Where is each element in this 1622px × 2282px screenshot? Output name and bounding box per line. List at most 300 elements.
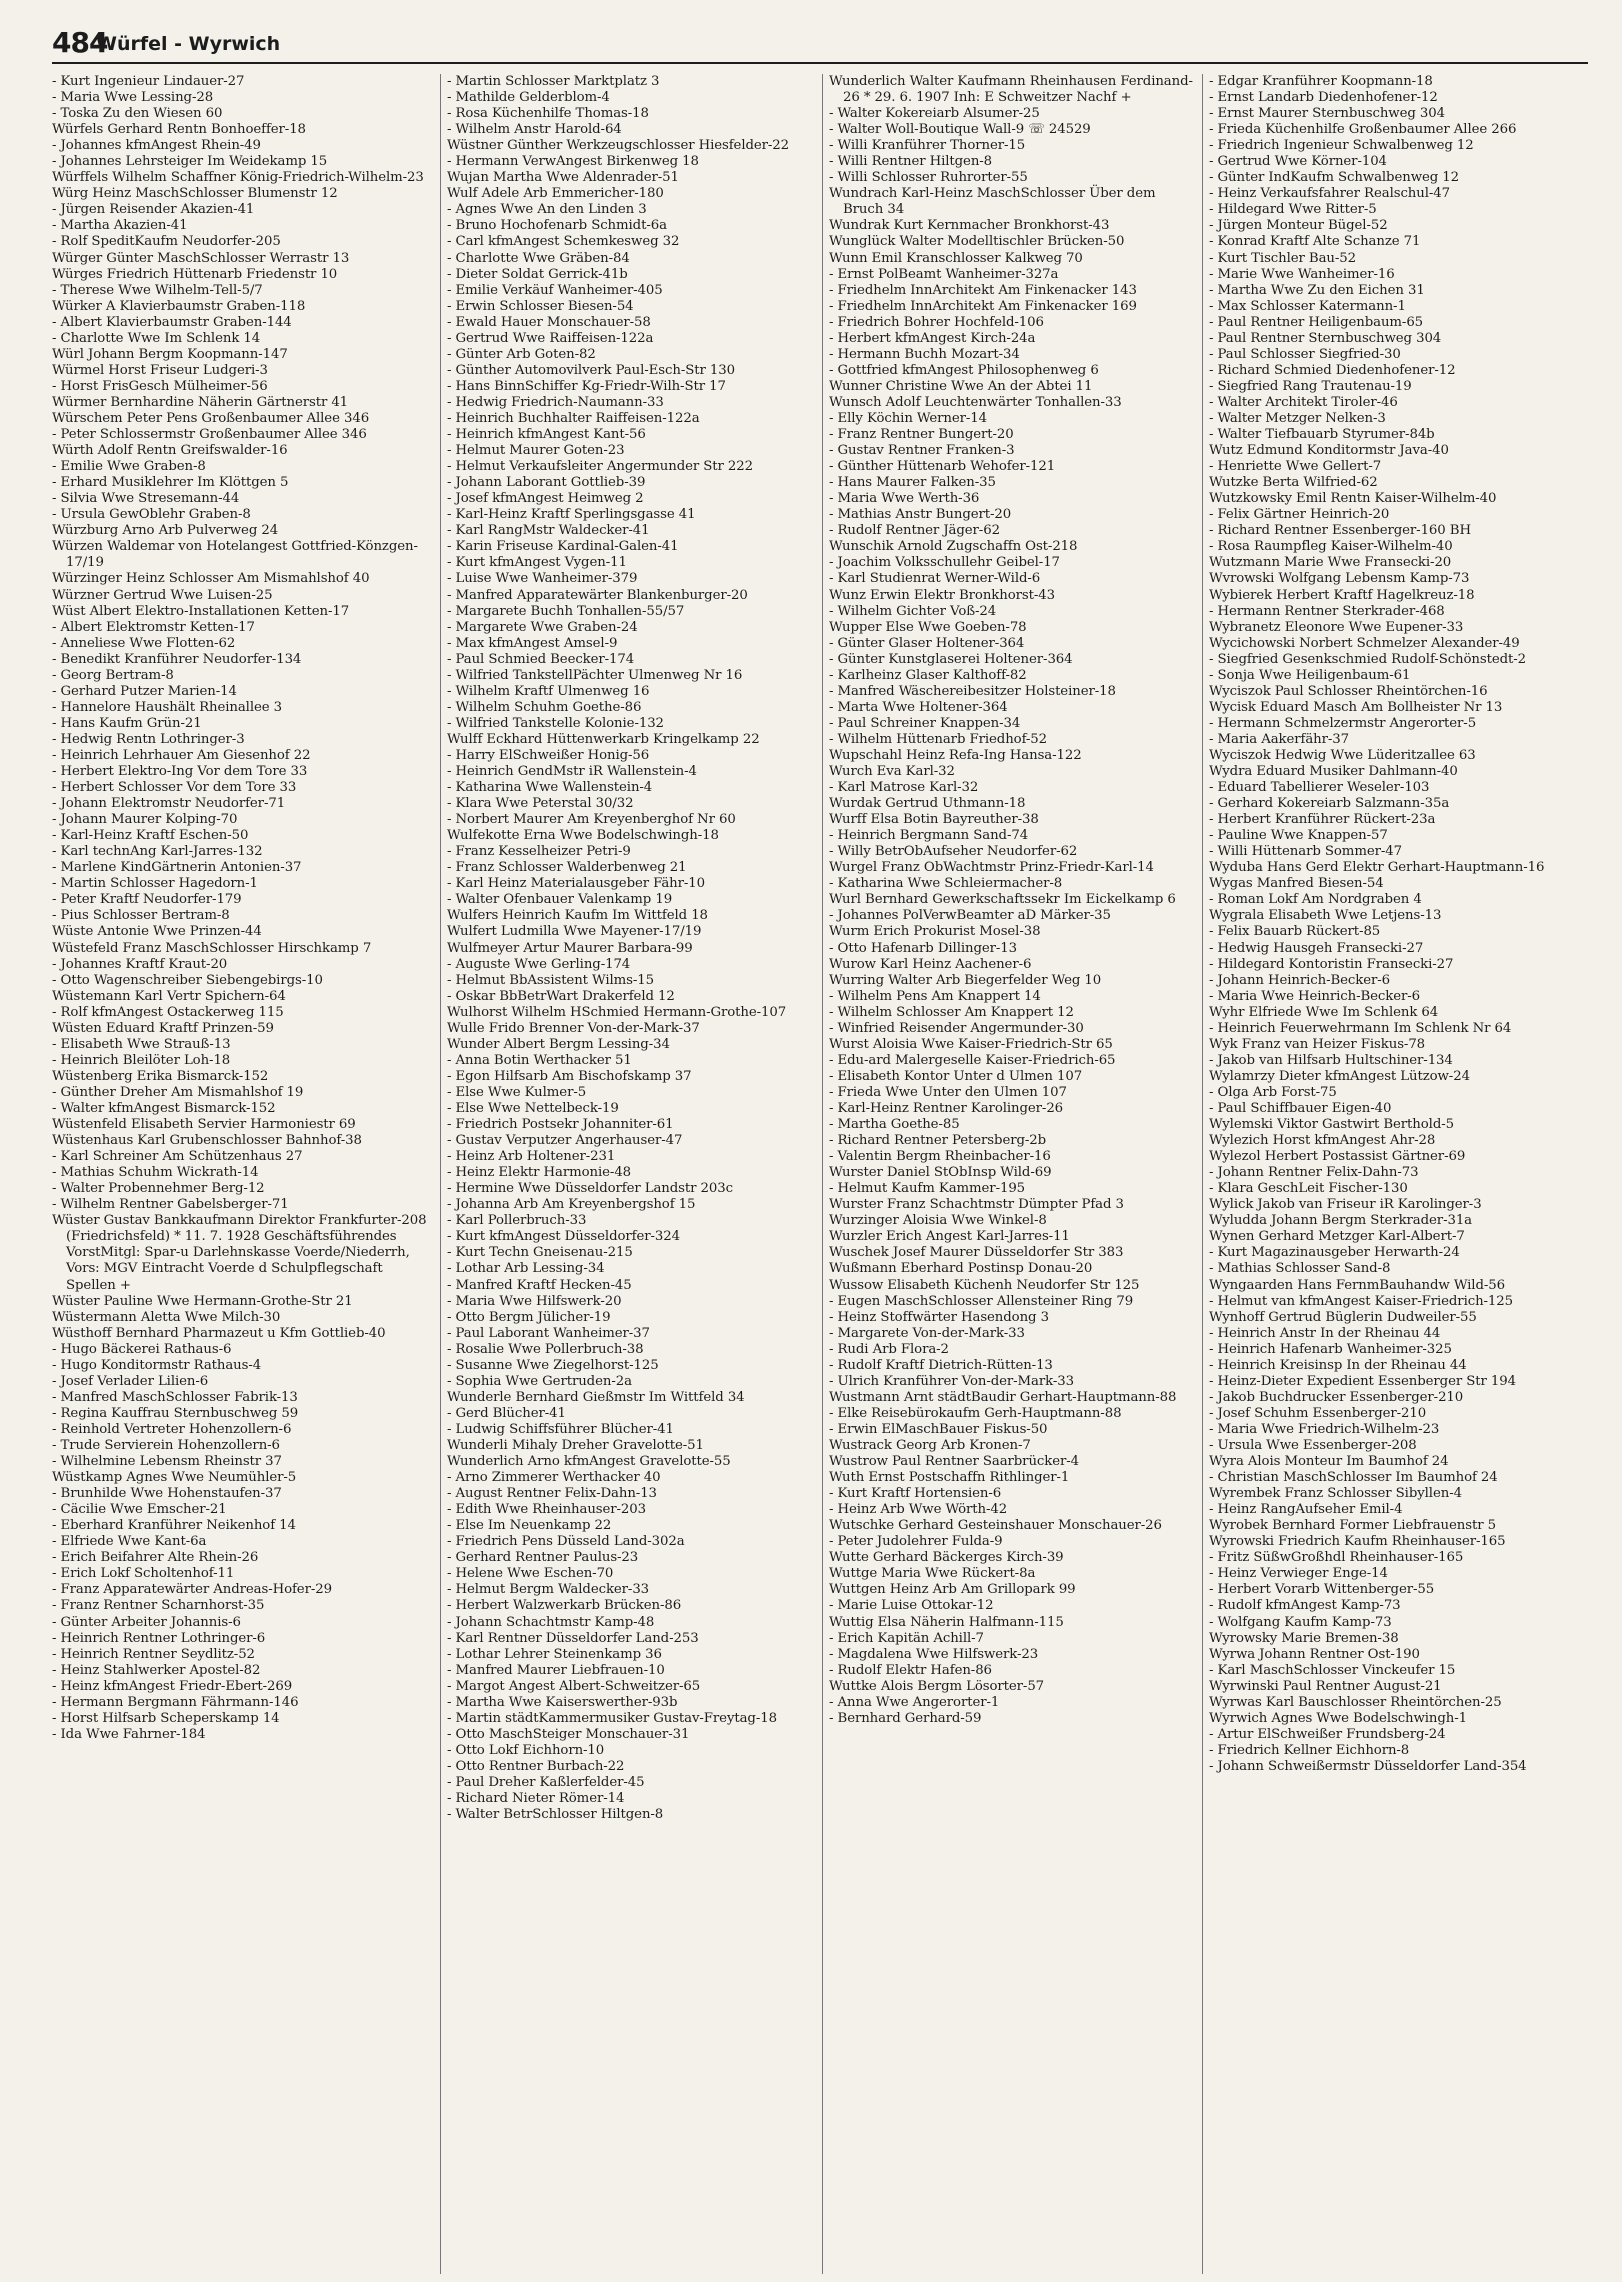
directory-entry: - Walter BetrSchlosser Hiltgen-8 — [447, 1807, 664, 1823]
directory-entry: - Karl-Heinz Rentner Karolinger-26 — [829, 1101, 1064, 1116]
directory-entry: - Johann Laborant Gottlieb-39 — [447, 475, 646, 491]
directory-entry: Wupschahl Heinz Refa-Ing Hansa-122 — [829, 747, 1082, 763]
directory-entry: - Max Schlosser Katermann-1 — [1209, 298, 1406, 314]
directory-entry: Wylezol Herbert Postassist Gärtner-69 — [1209, 1149, 1466, 1165]
directory-entry: - Johannes Kraftf Kraut-20 — [52, 956, 228, 972]
directory-entry: - Hugo Bäckerei Rathaus-6 — [52, 1341, 232, 1357]
directory-entry: Wurring Walter Arb Biegerfelder Weg 10 — [829, 972, 1102, 988]
directory-entry: Wustmann Arnt städtBaudir Gerhart-Hauptmann-88 — [829, 1389, 1177, 1405]
directory-entry: Würker A Klavierbaumstr Graben-118 — [52, 298, 306, 314]
directory-entry: - Maria Wwe Werth-36 — [829, 491, 980, 507]
directory-entry: - Helmut Kaufm Kammer-195 — [829, 1181, 1026, 1197]
directory-entry: - Jürgen Monteur Bügel-52 — [1209, 218, 1388, 234]
directory-entry: Würmer Bernhardine Näherin Gärtnerstr 41 — [52, 394, 349, 410]
directory-entry: - Rosalie Wwe Pollerbruch-38 — [447, 1341, 644, 1357]
directory-entry: - Brunhilde Wwe Hohenstaufen-37 — [52, 1486, 282, 1502]
directory-entry: - Heinrich Anstr In der Rheinau 44 — [1209, 1325, 1441, 1341]
directory-entry: Wurch Eva Karl-32 — [829, 764, 955, 780]
directory-entry: Wulfert Ludmilla Wwe Mayener-17/19 — [447, 924, 702, 940]
directory-entry: - Peter Schlossermstr Großenbaumer Allee 346 — [52, 427, 367, 443]
directory-entry: - Herbert Vorarb Wittenberger-55 — [1209, 1582, 1435, 1598]
directory-entry: - Mathias Schuhm Wickrath-14 — [52, 1165, 259, 1181]
directory-entry: - Günter IndKaufm Schwalbenweg 12 — [1209, 170, 1460, 186]
directory-entry: - Elisabeth Wwe Strauß-13 — [52, 1036, 231, 1052]
directory-entry: - Hermann VerwAngest Birkenweg 18 — [447, 154, 699, 170]
directory-entry: - Gottfried kfmAngest Philosophenweg 6 — [829, 362, 1099, 378]
directory-entry: Wüster Pauline Wwe Hermann-Grothe-Str 21 — [52, 1293, 353, 1309]
directory-entry: - Gerhard Putzer Marien-14 — [52, 683, 237, 699]
directory-entry: Wunder Albert Bergm Lessing-34 — [447, 1036, 670, 1052]
directory-entry: - Walter Architekt Tiroler-46 — [1209, 394, 1398, 410]
directory-entry: - Helmut Verkaufsleiter Angermunder Str 222 — [447, 459, 753, 475]
directory-entry: Wyrembek Franz Schlosser Sibyllen-4 — [1209, 1486, 1462, 1502]
directory-entry: Wuth Ernst Postschaffn Rithlinger-1 — [829, 1470, 1070, 1486]
directory-entry: - Ursula GewOblehr Graben-8 — [52, 507, 251, 523]
directory-entry: Wuttge Maria Wwe Rückert-8a — [829, 1566, 1036, 1582]
directory-entry: - Kurt Magazinausgeber Herwarth-24 — [1209, 1245, 1460, 1261]
directory-entry: Wurzinger Aloisia Wwe Winkel-8 — [829, 1213, 1047, 1229]
directory-entry: - Heinrich GendMstr iR Wallenstein-4 — [447, 764, 697, 780]
directory-entry: - Wilhelm Anstr Harold-64 — [447, 122, 622, 138]
directory-entry: Wulle Frido Brenner Von-der-Mark-37 — [447, 1020, 700, 1036]
directory-entry: - Heinz-Dieter Expedient Essenberger Str 194 — [1209, 1373, 1516, 1389]
directory-entry: - Edgar Kranführer Koopmann-18 — [1209, 74, 1433, 89]
directory-entry: - Heinz Stoffwärter Hasendong 3 — [829, 1309, 1049, 1325]
directory-entry: - Johannes PolVerwBeamter aD Märker-35 — [829, 908, 1111, 924]
directory-entry: - Marta Wwe Holtener-364 — [829, 699, 1008, 715]
directory-entry: Wulff Eckhard Hüttenwerkarb Kringelkamp 22 — [447, 731, 760, 747]
directory-entry: - Josef Schuhm Essenberger-210 — [1209, 1405, 1427, 1421]
directory-entry: Wylemski Viktor Gastwirt Berthold-5 — [1209, 1117, 1454, 1133]
directory-entry: - Johann Schachtmstr Kamp-48 — [447, 1614, 655, 1630]
directory-entry: - Hermann Schmelzermstr Angerorter-5 — [1209, 715, 1477, 731]
directory-entry: - Karl-Heinz Kraftf Eschen-50 — [52, 828, 249, 844]
directory-entry: - Emilie Wwe Graben-8 — [52, 459, 206, 475]
directory-entry: Würfels Gerhard Rentn Bonhoeffer-18 — [52, 122, 306, 138]
directory-entry: - Harry ElSchweißer Honig-56 — [447, 747, 650, 763]
directory-entry: - Marlene KindGärtnerin Antonien-37 — [52, 860, 302, 876]
directory-entry: - Mathilde Gelderblom-4 — [447, 90, 610, 106]
directory-entry: - Ida Wwe Fahrner-184 — [52, 1726, 206, 1742]
directory-entry: - Else Wwe Kulmer-5 — [447, 1084, 587, 1100]
directory-entry: - Hermann Bergmann Fährmann-146 — [52, 1694, 299, 1710]
directory-entry: - Carl kfmAngest Schemkesweg 32 — [447, 234, 680, 250]
directory-entry: Wurster Franz Schachtmstr Dümpter Pfad 3 — [829, 1197, 1124, 1213]
directory-entry: - Friedhelm InnArchitekt Am Finkenacker 169 — [829, 298, 1137, 314]
directory-entry: - Maria Aakerfähr-37 — [1209, 731, 1350, 747]
directory-entry: - Heinrich Feuerwehrmann Im Schlenk Nr 64 — [1209, 1020, 1512, 1036]
directory-entry: - Egon Hilfsarb Am Bischofskamp 37 — [447, 1068, 692, 1084]
directory-entry: Wutzkowsky Emil Rentn Kaiser-Wilhelm-40 — [1209, 491, 1497, 507]
directory-entry: Würzburg Arno Arb Pulverweg 24 — [52, 523, 279, 539]
directory-entry: - Martin städtKammermusiker Gustav-Freytag-18 — [447, 1710, 777, 1726]
directory-entry: - Helmut van kfmAngest Kaiser-Friedrich-125 — [1209, 1293, 1514, 1309]
directory-entry: - Wilfried Tankstelle Kolonie-132 — [447, 715, 664, 731]
directory-entry: - Heinrich Buchhalter Raiffeisen-122a — [447, 410, 700, 426]
directory-entry: Wüsthoff Bernhard Pharmazeut u Kfm Gottlieb-40 — [52, 1325, 386, 1341]
directory-entry: Wulfmeyer Artur Maurer Barbara-99 — [447, 940, 693, 956]
directory-entry: - Marie Luise Ottokar-12 — [829, 1598, 994, 1614]
directory-entry: - Walter Probennehmer Berg-12 — [52, 1181, 265, 1197]
directory-entry: - Martha Wwe Zu den Eichen 31 — [1209, 282, 1425, 298]
directory-entry: - Franz Kesselheizer Petri-9 — [447, 844, 631, 860]
directory-entry: - Johanna Arb Am Kreyenbergshof 15 — [447, 1197, 696, 1213]
directory-entry: Wurow Karl Heinz Aachener-6 — [829, 956, 1032, 972]
directory-entry: Wulhorst Wilhelm HSchmied Hermann-Grothe-107 — [447, 1004, 787, 1020]
directory-entry: Wurgel Franz ObWachtmstr Prinz-Friedr-Karl-14 — [829, 860, 1154, 876]
directory-entry: - Gerhard Kokereiarb Salzmann-35a — [1209, 796, 1450, 812]
directory-entry: - Siegfried Gesenkschmied Rudolf-Schönstedt-2 — [1209, 651, 1527, 667]
directory-entry: Wyrwas Karl Bauschlosser Rheintörchen-25 — [1209, 1694, 1502, 1710]
directory-entry: Wüstner Günther Werkzeugschlosser Hiesfelder-22 — [447, 138, 790, 154]
directory-entry: - Otto Wagenschreiber Siebengebirgs-10 — [52, 972, 323, 988]
directory-entry: Wüster Gustav Bankkaufmann Direktor Frankfurter-208 (Friedrichsfeld) * 11. 7. 1928 Geschäftsführendes VorstMitgl: Spar-u Darlehnskasse Voerde/Niederrh, Vors: MGV Eintracht Voerde d Schulpflegschaft Spellen + — [52, 1213, 427, 1293]
directory-entry: - Marie Wwe Wanheimer-16 — [1209, 266, 1395, 282]
directory-entry: - Sophia Wwe Gertruden-2a — [447, 1373, 632, 1389]
directory-entry: - Karl Rentner Düsseldorfer Land-253 — [447, 1630, 699, 1646]
directory-entry: - Friedhelm InnArchitekt Am Finkenacker 143 — [829, 282, 1137, 298]
directory-entry: - Rudolf Elektr Hafen-86 — [829, 1662, 992, 1678]
directory-entry: - Katharina Wwe Wallenstein-4 — [447, 780, 653, 796]
directory-entry: - Albert Klavierbaumstr Graben-144 — [52, 314, 292, 330]
directory-entry: - Maria Wwe Heinrich-Becker-6 — [1209, 988, 1420, 1004]
directory-entry: - Heinz Stahlwerker Apostel-82 — [52, 1662, 261, 1678]
directory-entry: - Heinrich Bleilöter Loh-18 — [52, 1052, 231, 1068]
directory-entry: - Karl Pollerbruch-33 — [447, 1213, 587, 1229]
directory-entry: - Margarete Von-der-Mark-33 — [829, 1325, 1025, 1341]
directory-entry: - Paul Schmied Beecker-174 — [447, 651, 635, 667]
directory-entry: - Richard Rentner Essenberger-160 BH — [1209, 523, 1471, 539]
directory-entry: - Olga Arb Forst-75 — [1209, 1084, 1337, 1100]
directory-entry: - Paul Dreher Kaßlerfelder-45 — [447, 1774, 645, 1790]
directory-entry: Wygrala Elisabeth Wwe Letjens-13 — [1209, 908, 1442, 924]
directory-entry: - Klara Wwe Peterstal 30/32 — [447, 796, 634, 812]
directory-entry: - Margot Angest Albert-Schweitzer-65 — [447, 1678, 701, 1694]
directory-entry: - Agnes Wwe An den Linden 3 — [447, 202, 647, 218]
directory-entry: - Willi Schlosser Ruhrorter-55 — [829, 170, 1028, 186]
directory-entry: - Heinz Verkaufsfahrer Realschul-47 — [1209, 186, 1450, 202]
directory-entry: - Franz Apparatewärter Andreas-Hofer-29 — [52, 1582, 332, 1598]
directory-entry: Wundrach Karl-Heinz MaschSchlosser Über dem Bruch 34 — [829, 186, 1156, 218]
directory-entry: Wyludda Johann Bergm Sterkrader-31a — [1209, 1213, 1473, 1229]
directory-entry: - Walter Kokereiarb Alsumer-25 — [829, 106, 1040, 122]
directory-entry: - Gerhard Rentner Paulus-23 — [447, 1550, 639, 1566]
directory-entry: Wunderle Bernhard Gießmstr Im Wittfeld 34 — [447, 1389, 745, 1405]
directory-entry: - Ernst PolBeamt Wanheimer-327a — [829, 266, 1059, 282]
directory-entry: - Klara GeschLeit Fischer-130 — [1209, 1181, 1408, 1197]
directory-entry: Wüsten Eduard Kraftf Prinzen-59 — [52, 1020, 274, 1036]
directory-entry: - Wilhelm Hüttenarb Friedhof-52 — [829, 731, 1048, 747]
directory-entry: Wyrwa Johann Rentner Ost-190 — [1209, 1646, 1420, 1662]
directory-entry: - Ludwig Schiffsführer Blücher-41 — [447, 1421, 674, 1437]
directory-entry: - Kurt Kraftf Hortensien-6 — [829, 1486, 1002, 1502]
directory-entry: - Hermann Rentner Sterkrader-468 — [1209, 603, 1445, 619]
directory-entry: - Herbert Walzwerkarb Brücken-86 — [447, 1598, 682, 1614]
directory-entry: Wunglück Walter Modelltischler Brücken-50 — [829, 234, 1125, 250]
directory-entry: - Günter Arb Goten-82 — [447, 346, 596, 362]
directory-entry: - Anna Wwe Angerorter-1 — [829, 1694, 1000, 1710]
directory-entry: Wynen Gerhard Metzger Karl-Albert-7 — [1209, 1229, 1465, 1245]
directory-entry: Wunn Emil Kranschlosser Kalkweg 70 — [829, 250, 1083, 266]
directory-entry: - Otto Bergm Jülicher-19 — [447, 1309, 611, 1325]
directory-entry: - Toska Zu den Wiesen 60 — [52, 106, 223, 122]
directory-entry: - Johannes Lehrsteiger Im Weidekamp 15 — [52, 154, 328, 170]
directory-entry: - Josef kfmAngest Heimweg 2 — [447, 491, 644, 507]
directory-entry: - Heinz kfmAngest Friedr-Ebert-269 — [52, 1678, 293, 1694]
directory-entry: - Friedrich Pens Düsseld Land-302a — [447, 1534, 685, 1550]
directory-entry: Wustrow Paul Rentner Saarbrücker-4 — [829, 1454, 1079, 1470]
directory-entry: Wygas Manfred Biesen-54 — [1209, 876, 1384, 892]
directory-entry: Wuttke Alois Bergm Lösorter-57 — [829, 1678, 1045, 1694]
directory-entry: - Johann Maurer Kolping-70 — [52, 812, 238, 828]
directory-entry: Wurm Erich Prokurist Mosel-38 — [829, 924, 1041, 940]
directory-entry: - Karl MaschSchlosser Vinckeufer 15 — [1209, 1662, 1456, 1678]
directory-entry: Würzner Gertrud Wwe Luisen-25 — [52, 587, 273, 603]
directory-entry: - Günter Glaser Holtener-364 — [829, 635, 1025, 651]
directory-entry: - Franz Rentner Bungert-20 — [829, 427, 1014, 443]
directory-entry: - Else Im Neuenkamp 22 — [447, 1518, 612, 1534]
directory-entry: Wutzke Berta Wilfried-62 — [1209, 475, 1378, 491]
directory-entry: - Hedwig Hausgeh Fransecki-27 — [1209, 940, 1424, 956]
directory-entry: - Elfriede Wwe Kant-6a — [52, 1534, 207, 1550]
directory-entry: - Wilhelm Schlosser Am Knappert 12 — [829, 1004, 1074, 1020]
directory-entry: - Walter Metzger Nelken-3 — [1209, 410, 1386, 426]
directory-entry: - Friedrich Kellner Eichhorn-8 — [1209, 1742, 1410, 1758]
directory-entry: - Erich Lokf Scholtenhof-11 — [52, 1566, 235, 1582]
directory-entry: - Anna Botin Werthacker 51 — [447, 1052, 632, 1068]
directory-entry: Wunderli Mihaly Dreher Gravelotte-51 — [447, 1437, 704, 1453]
directory-entry: - Heinrich Kreisinsp In der Rheinau 44 — [1209, 1357, 1467, 1373]
directory-entry: - Oskar BbBetrWart Drakerfeld 12 — [447, 988, 675, 1004]
directory-entry: - Joachim Volksschullehr Geibel-17 — [829, 555, 1060, 571]
directory-entry: - Johann Rentner Felix-Dahn-73 — [1209, 1165, 1419, 1181]
directory-entry: - Karl RangMstr Waldecker-41 — [447, 523, 650, 539]
directory-entry: - Manfred Kraftf Hecken-45 — [447, 1277, 632, 1293]
directory-entry: - Heinrich Rentner Lothringer-6 — [52, 1630, 266, 1646]
directory-entry: - Gerd Blücher-41 — [447, 1405, 566, 1421]
directory-entry: - Ernst Maurer Sternbuschweg 304 — [1209, 106, 1445, 122]
directory-entry: Wvrowski Wolfgang Lebensm Kamp-73 — [1209, 571, 1470, 587]
directory-entry: - Christian MaschSchlosser Im Baumhof 24 — [1209, 1470, 1498, 1486]
directory-entry: - Hannelore Haushält Rheinallee 3 — [52, 699, 282, 715]
directory-entry: - Wilhelm Schuhm Goethe-86 — [447, 699, 642, 715]
directory-entry: Wyciszok Paul Schlosser Rheintörchen-16 — [1209, 683, 1488, 699]
directory-entry: - Manfred MaschSchlosser Fabrik-13 — [52, 1389, 298, 1405]
directory-entry: Wutz Edmund Konditormstr Java-40 — [1209, 443, 1449, 459]
directory-entry: - Margarete Wwe Graben-24 — [447, 619, 638, 635]
directory-entry: - Gustav Verputzer Angerhauser-47 — [447, 1133, 683, 1149]
directory-entry: - Wilhelm Pens Am Knappert 14 — [829, 988, 1041, 1004]
directory-entry: - Horst FrisGesch Mülheimer-56 — [52, 378, 268, 394]
directory-entry: - Willi Hüttenarb Sommer-47 — [1209, 844, 1402, 860]
directory-entry: - Heinz RangAufseher Emil-4 — [1209, 1502, 1403, 1518]
directory-entry: - Benedikt Kranführer Neudorfer-134 — [52, 651, 302, 667]
directory-entry: - Hildegard Wwe Ritter-5 — [1209, 202, 1377, 218]
directory-entry: - Maria Wwe Hilfswerk-20 — [447, 1293, 622, 1309]
directory-entry: - Helmut Bergm Waldecker-33 — [447, 1582, 650, 1598]
directory-entry: Wutschke Gerhard Gesteinshauer Monschauer-26 — [829, 1518, 1162, 1534]
directory-entry: - Erich Beifahrer Alte Rhein-26 — [52, 1550, 259, 1566]
directory-entry: - Walter kfmAngest Bismarck-152 — [52, 1101, 276, 1116]
directory-entry: - Franz Rentner Scharnhorst-35 — [52, 1598, 265, 1614]
directory-entry: - Magdalena Wwe Hilfswerk-23 — [829, 1646, 1039, 1662]
directory-entry: - Paul Laborant Wanheimer-37 — [447, 1325, 650, 1341]
directory-entry: - Erwin ElMaschBauer Fiskus-50 — [829, 1421, 1048, 1437]
directory-entry: - Heinrich Hafenarb Wanheimer-325 — [1209, 1341, 1452, 1357]
directory-entry: Wuttig Elsa Näherin Halfmann-115 — [829, 1614, 1064, 1630]
directory-entry: - Karl Matrose Karl-32 — [829, 780, 979, 796]
directory-entry: - Regina Kauffrau Sternbuschweg 59 — [52, 1405, 299, 1421]
directory-entry: - Willi Kranführer Thorner-15 — [829, 138, 1026, 154]
directory-entry: Wutzmann Marie Wwe Fransecki-20 — [1209, 555, 1452, 571]
directory-entry: Wycisk Eduard Masch Am Bollheister Nr 13 — [1209, 699, 1503, 715]
directory-entry: - Heinz Arb Wwe Wörth-42 — [829, 1502, 1008, 1518]
directory-entry: - Jakob Buchdrucker Essenberger-210 — [1209, 1389, 1464, 1405]
directory-entry: - Henriette Wwe Gellert-7 — [1209, 459, 1382, 475]
directory-entry: - Eugen MaschSchlosser Allensteiner Ring 79 — [829, 1293, 1134, 1309]
directory-entry: Wurster Daniel StObInsp Wild-69 — [829, 1165, 1052, 1181]
directory-entry: - Martha Akazien-41 — [52, 218, 188, 234]
directory-entry: Wyciszok Hedwig Wwe Lüderitzallee 63 — [1209, 747, 1476, 763]
directory-entry: - Edith Wwe Rheinhauser-203 — [447, 1502, 647, 1518]
directory-entry: - Manfred Maurer Liebfrauen-10 — [447, 1662, 665, 1678]
directory-entry: Wulf Adele Arb Emmericher-180 — [447, 186, 664, 202]
directory-entry: - Frieda Küchenhilfe Großenbaumer Allee 266 — [1209, 122, 1517, 138]
directory-entry: - Walter Woll-Boutique Wall-9 ☏ 24529 — [829, 122, 1091, 138]
directory-entry: - Otto Rentner Burbach-22 — [447, 1758, 625, 1774]
directory-entry: - Karl Heinz Materialausgeber Fähr-10 — [447, 876, 706, 892]
directory-entry: - Manfred Apparatewärter Blankenburger-20 — [447, 587, 748, 603]
page-title: Würfel - Wyrwich — [96, 33, 281, 55]
directory-entry: - Hermine Wwe Düsseldorfer Landstr 203c — [447, 1181, 733, 1197]
directory-entry: - Rolf kfmAngest Ostackerweg 115 — [52, 1004, 284, 1020]
directory-entry: Wüstkamp Agnes Wwe Neumühler-5 — [52, 1470, 297, 1486]
directory-entry: Wunderlich Walter Kaufmann Rheinhausen Ferdinand-26 * 29. 6. 1907 Inh: E Schweitzer Nachf + — [829, 74, 1193, 106]
directory-entry: - Willy BetrObAufseher Neudorfer-62 — [829, 844, 1078, 860]
directory-entry: Wyhr Elfriede Wwe Im Schlenk 64 — [1209, 1004, 1439, 1020]
directory-entry: Wycichowski Norbert Schmelzer Alexander-49 — [1209, 635, 1520, 651]
directory-entry: - Heinz Verwieger Enge-14 — [1209, 1566, 1388, 1582]
directory-entry: - Mathias Anstr Bungert-20 — [829, 507, 1012, 523]
directory-entry: Wüstemann Karl Vertr Spichern-64 — [52, 988, 286, 1004]
directory-entry: - Heinrich kfmAngest Kant-56 — [447, 427, 646, 443]
directory-entry: - Hans Maurer Falken-35 — [829, 475, 996, 491]
directory-entry: - Otto Hafenarb Dillinger-13 — [829, 940, 1018, 956]
directory-entry: Wurff Elsa Botin Bayreuther-38 — [829, 812, 1039, 828]
directory-entry: - Kurt Tischler Bau-52 — [1209, 250, 1356, 266]
directory-entry: - Rudi Arb Flora-2 — [829, 1341, 949, 1357]
column-1 — [52, 74, 428, 2274]
directory-entry: - Ernst Landarb Diedenhofener-12 — [1209, 90, 1438, 106]
directory-entry: - Rosa Küchenhilfe Thomas-18 — [447, 106, 649, 122]
directory-entry: - Günther Hüttenarb Wehofer-121 — [829, 459, 1056, 475]
directory-entry: - Emilie Verkäuf Wanheimer-405 — [447, 282, 663, 298]
directory-entry: - Rosa Raumpfleg Kaiser-Wilhelm-40 — [1209, 539, 1453, 555]
directory-entry: Wüstenfeld Elisabeth Servier Harmoniestr 69 — [52, 1117, 356, 1133]
directory-entry: Wulfekotte Erna Wwe Bodelschwingh-18 — [447, 828, 719, 844]
directory-entry: - Walter Ofenbauer Valenkamp 19 — [447, 892, 673, 908]
directory-entry: - Herbert Schlosser Vor dem Tore 33 — [52, 780, 297, 796]
directory-entry: Wupper Else Wwe Goeben-78 — [829, 619, 1027, 635]
directory-entry: - Wilhelm Kraftf Ulmenweg 16 — [447, 683, 650, 699]
directory-entry: - Paul Schreiner Knappen-34 — [829, 715, 1021, 731]
directory-entry: - Trude Servierein Hohenzollern-6 — [52, 1437, 280, 1453]
directory-entry: - Gustav Rentner Franken-3 — [829, 443, 1015, 459]
directory-entry: - Luise Wwe Wanheimer-379 — [447, 571, 638, 587]
directory-entry: - Willi Rentner Hiltgen-8 — [829, 154, 993, 170]
directory-entry: - Jakob van Hilfsarb Hultschiner-134 — [1209, 1052, 1453, 1068]
directory-entry: Wundrak Kurt Kernmacher Bronkhorst-43 — [829, 218, 1110, 234]
directory-entry: - Karlheinz Glaser Kalthoff-82 — [829, 667, 1027, 683]
directory-entry: - Hermann Buchh Mozart-34 — [829, 346, 1020, 362]
directory-entry: - Ulrich Kranführer Von-der-Mark-33 — [829, 1373, 1074, 1389]
directory-entry: - Wilhelmine Lebensm Rheinstr 37 — [52, 1454, 282, 1470]
directory-entry: - Siegfried Rang Trautenau-19 — [1209, 378, 1412, 394]
directory-entry: - Rudolf kfmAngest Kamp-73 — [1209, 1598, 1401, 1614]
directory-entry: Wüstermann Aletta Wwe Milch-30 — [52, 1309, 281, 1325]
directory-entry: - Otto Lokf Eichhorn-10 — [447, 1742, 605, 1758]
directory-entry: - Therese Wwe Wilhelm-Tell-5/7 — [52, 282, 263, 298]
directory-entry: - Hildegard Kontoristin Fransecki-27 — [1209, 956, 1454, 972]
directory-entry: - Sonja Wwe Heiligenbaum-61 — [1209, 667, 1411, 683]
directory-entry: - Helene Wwe Eschen-70 — [447, 1566, 614, 1582]
directory-entry: - Wilfried TankstellPächter Ulmenweg Nr 16 — [447, 667, 743, 683]
directory-entry: - Lothar Lehrer Steinenkamp 36 — [447, 1646, 662, 1662]
directory-entry: Wüst Albert Elektro-Installationen Ketten-17 — [52, 603, 350, 619]
directory-entry: - Otto MaschSteiger Monschauer-31 — [447, 1726, 690, 1742]
directory-entry: - Heinz Elektr Harmonie-48 — [447, 1165, 632, 1181]
directory-entry: Wylezich Horst kfmAngest Ahr-28 — [1209, 1133, 1436, 1149]
directory-entry: - Katharina Wwe Schleiermacher-8 — [829, 876, 1063, 892]
directory-entry: Wurdak Gertrud Uthmann-18 — [829, 796, 1026, 812]
directory-entry: - Felix Bauarb Rückert-85 — [1209, 924, 1381, 940]
directory-entry: - Paul Rentner Sternbuschweg 304 — [1209, 330, 1442, 346]
directory-entry: - Winfried Reisender Angermunder-30 — [829, 1020, 1084, 1036]
directory-entry: - Elisabeth Kontor Unter d Ulmen 107 — [829, 1068, 1083, 1084]
directory-entry: - Paul Rentner Heiligenbaum-65 — [1209, 314, 1424, 330]
directory-entry: Wunderlich Arno kfmAngest Gravelotte-55 — [447, 1454, 731, 1470]
directory-entry: - Eduard Tabellierer Weseler-103 — [1209, 780, 1430, 796]
directory-entry: Wurst Aloisia Wwe Kaiser-Friedrich-Str 65 — [829, 1036, 1113, 1052]
directory-entry: - Wilhelm Gichter Voß-24 — [829, 603, 997, 619]
directory-entry: - Edu-ard Malergeselle Kaiser-Friedrich-65 — [829, 1052, 1116, 1068]
directory-entry: - Wilhelm Rentner Gabelsberger-71 — [52, 1197, 289, 1213]
directory-entry: - Rudolf Rentner Jäger-62 — [829, 523, 1000, 539]
directory-entry: Wyra Alois Monteur Im Baumhof 24 — [1209, 1454, 1449, 1470]
directory-entry: Wunner Christine Wwe An der Abtei 11 — [829, 378, 1093, 394]
directory-entry: - Heinrich Bergmann Sand-74 — [829, 828, 1029, 844]
directory-entry: - Elke Reisebürokaufm Gerh-Hauptmann-88 — [829, 1405, 1122, 1421]
directory-entry: Wybranetz Eleonore Wwe Eupener-33 — [1209, 619, 1464, 635]
directory-entry: - August Rentner Felix-Dahn-13 — [447, 1486, 657, 1502]
directory-entry: Wußmann Eberhard Postinsp Donau-20 — [829, 1261, 1093, 1277]
directory-entry: - Auguste Wwe Gerling-174 — [447, 956, 631, 972]
directory-entry: - Fritz SüßwGroßhdl Rheinhauser-165 — [1209, 1550, 1464, 1566]
directory-entry: - Helmut Maurer Goten-23 — [447, 443, 625, 459]
directory-entry: - Martin Schlosser Marktplatz 3 — [447, 74, 660, 89]
directory-entry: Wunschik Arnold Zugschaffn Ost-218 — [829, 539, 1078, 555]
directory-entry: Wussow Elisabeth Küchenh Neudorfer Str 125 — [829, 1277, 1140, 1293]
directory-entry: - Susanne Wwe Ziegelhorst-125 — [447, 1357, 659, 1373]
directory-entry: - Hugo Konditormstr Rathaus-4 — [52, 1357, 262, 1373]
page-number: 484 — [52, 26, 108, 59]
directory-entry: - Johann Heinrich-Becker-6 — [1209, 972, 1391, 988]
directory-entry: Wustrack Georg Arb Kronen-7 — [829, 1437, 1031, 1453]
directory-entry: - Friedrich Postsekr Johanniter-61 — [447, 1117, 674, 1133]
directory-entry: Wyrowsky Marie Bremen-38 — [1209, 1630, 1399, 1646]
directory-entry: - Hans BinnSchiffer Kg-Friedr-Wilh-Str 17 — [447, 378, 726, 394]
directory-entry: - Felix Gärtner Heinrich-20 — [1209, 507, 1390, 523]
